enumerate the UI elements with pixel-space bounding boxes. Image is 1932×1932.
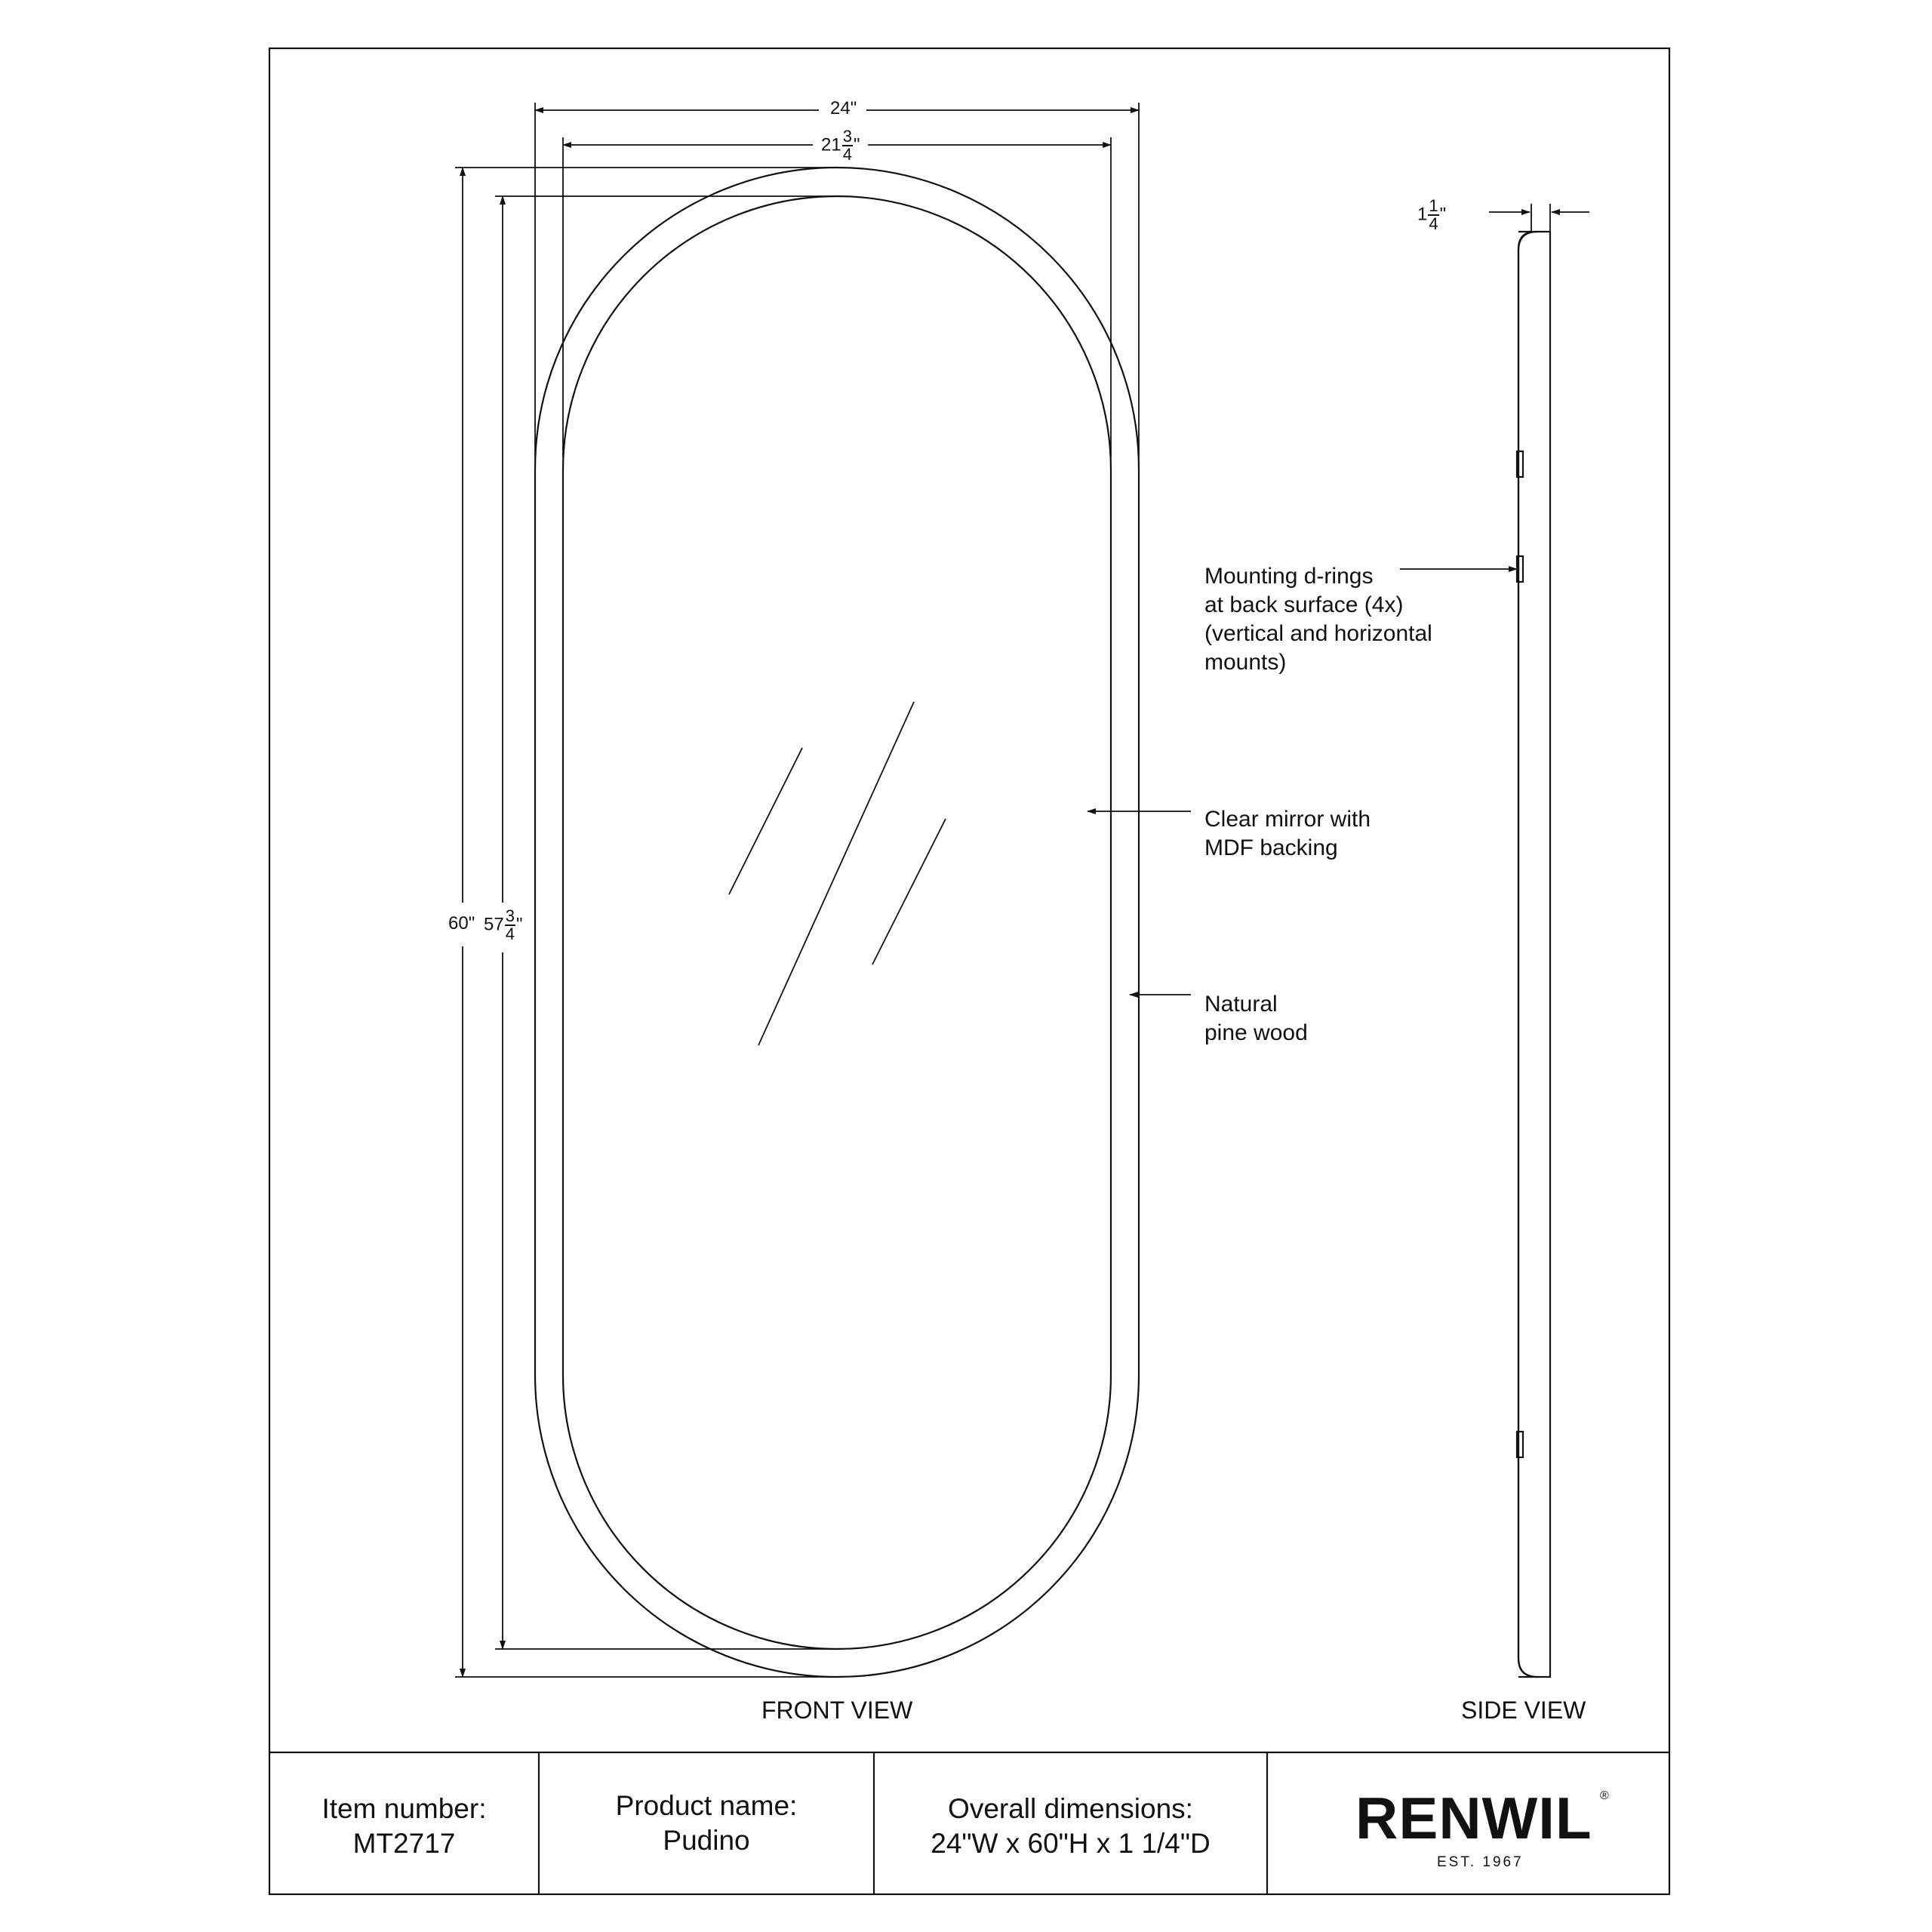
side-view-title: SIDE VIEW: [1461, 1697, 1586, 1724]
product-name-value: Pudino: [663, 1825, 750, 1856]
callout-line: at back surface (4x): [1204, 592, 1404, 617]
callout-mounting: [1204, 562, 1432, 677]
dim-width-inner-label: 21 $\frac{3}{4}$ ": [821, 127, 860, 164]
reflection-line: [758, 702, 914, 1045]
callout-line: (vertical and horizontal: [1204, 621, 1432, 646]
sheet-border: [269, 48, 1669, 1894]
reflection-line: [729, 748, 802, 894]
mirror-outline: [563, 196, 1111, 1649]
callout-line: pine wood: [1204, 1020, 1308, 1045]
item-number-value: MT2717: [352, 1828, 456, 1859]
callout-line: MDF backing: [1204, 835, 1338, 860]
dim-height-outer-label: 60": [448, 913, 475, 934]
overall-dimensions-label: Overall dimensions:: [948, 1793, 1193, 1824]
brand-registered-mark: ®: [1600, 1789, 1609, 1802]
dim-depth-label: 1 $\frac{1}{4}$ ": [1417, 196, 1447, 233]
dim-height-inner-label: 57 $\frac{3}{4}$ ": [484, 906, 523, 943]
callout-line: Natural: [1204, 992, 1278, 1017]
side-profile: [1518, 232, 1537, 1677]
product-name-label: Product name:: [615, 1790, 798, 1821]
side-profile-body: [1518, 232, 1550, 1677]
brand-tagline: EST. 1967: [1437, 1854, 1524, 1870]
item-number-cell: [269, 1792, 539, 1861]
callout-wood: [1204, 990, 1308, 1048]
reflection-line: [872, 819, 946, 964]
front-view-title: FRONT VIEW: [761, 1697, 913, 1724]
dim-width-outer-label: 24": [830, 98, 857, 118]
callout-line: mounts): [1204, 650, 1287, 675]
item-number-label: Item number:: [321, 1793, 487, 1824]
callout-line: Mounting d-rings: [1204, 564, 1374, 589]
callout-mirror: [1204, 805, 1371, 863]
brand-name: RENWIL: [1355, 1785, 1592, 1851]
overall-dimensions-value: 24"W x 60"H x 1 1/4"D: [931, 1828, 1211, 1859]
overall-dimensions-cell: [874, 1792, 1267, 1861]
product-name-cell: [539, 1789, 874, 1858]
brand-logo: [1267, 1752, 1669, 1894]
callout-line: Clear mirror with: [1204, 807, 1371, 832]
frame-outline: [535, 168, 1139, 1677]
